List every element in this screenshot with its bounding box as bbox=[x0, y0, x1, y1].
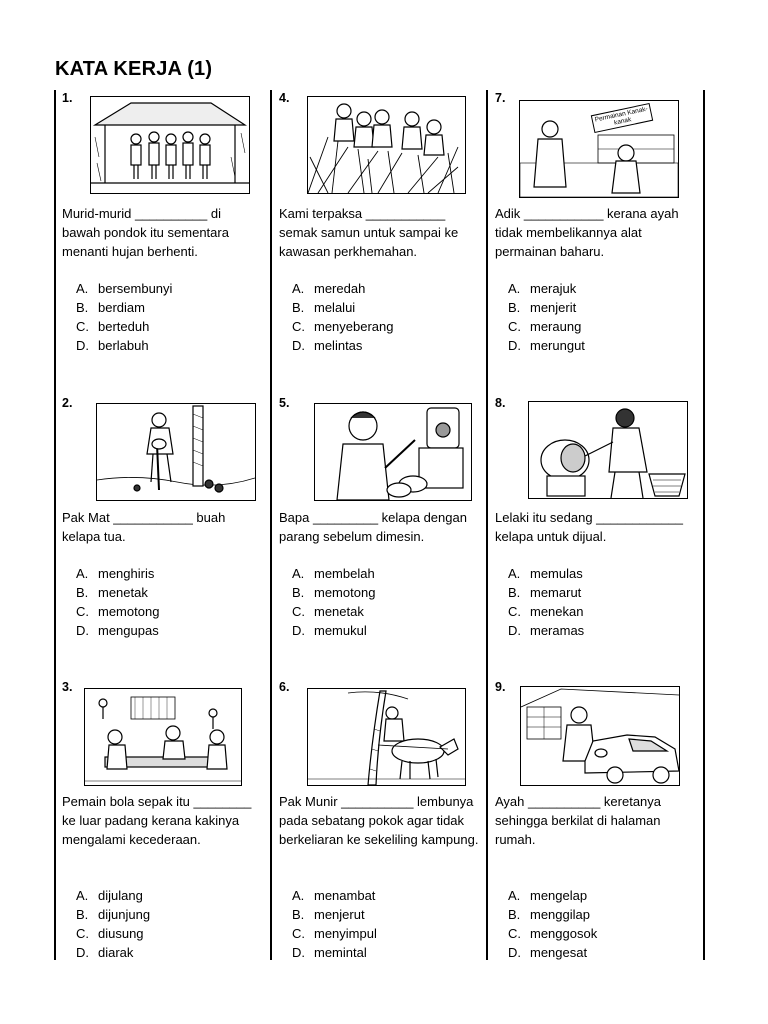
options-list bbox=[292, 279, 394, 355]
options-list bbox=[292, 886, 377, 962]
column-divider bbox=[486, 90, 488, 960]
option-d[interactable]: D. berlabuh bbox=[76, 338, 149, 353]
options-list bbox=[508, 886, 597, 962]
option-b[interactable]: B. memarut bbox=[508, 585, 582, 600]
option-c[interactable]: C. memotong bbox=[76, 604, 160, 619]
question-number: 6. bbox=[279, 680, 290, 694]
option-c[interactable]: C. menekan bbox=[508, 604, 584, 619]
question-stem: Adik ___________ kerana ayah tidak membelikannya alat permainan baharu. bbox=[495, 206, 679, 259]
option-c[interactable]: C. meraung bbox=[508, 319, 582, 334]
option-d[interactable]: D. memintal bbox=[292, 945, 367, 960]
option-d[interactable]: D. melintas bbox=[292, 338, 363, 353]
column-divider bbox=[703, 90, 705, 960]
sulking-child-toy-shop-picture bbox=[519, 100, 679, 198]
question-stem: Bapa _________ kelapa dengan parang sebelum dimesin. bbox=[279, 510, 467, 544]
question-stem: Kami terpaksa ___________ semak samun untuk sampai ke kawasan perkhemahan. bbox=[279, 206, 459, 259]
option-d[interactable]: D. mengesat bbox=[508, 945, 588, 960]
father-polishing-car-picture bbox=[520, 686, 680, 786]
question-stem: Pemain bola sepak itu ________ ke luar padang kerana kakinya mengalami kecederaan. bbox=[62, 794, 252, 847]
option-a[interactable]: A. memulas bbox=[508, 566, 583, 581]
question-number: 3. bbox=[62, 680, 73, 694]
option-b[interactable]: B. memotong bbox=[292, 585, 376, 600]
option-d[interactable]: D. mengupas bbox=[76, 623, 159, 638]
option-b[interactable]: B. menjerit bbox=[508, 300, 577, 315]
question-stem: Murid-murid __________ di bawah pondok itu sementara menanti hujan berhenti. bbox=[62, 206, 229, 259]
question-number: 7. bbox=[495, 91, 506, 105]
question-number: 8. bbox=[495, 396, 506, 410]
options-list bbox=[76, 564, 159, 640]
question-stem: Lelaki itu sedang ____________ kelapa untuk dijual. bbox=[495, 510, 683, 544]
options-list bbox=[508, 564, 584, 640]
question-stem: Pak Mat ___________ buah kelapa tua. bbox=[62, 510, 226, 544]
option-c[interactable]: C. menetak bbox=[292, 604, 364, 619]
question-stem: Pak Munir __________ lembunya pada sebatang pokok agar tidak berkeliaran ke sekeliling kampung. bbox=[279, 794, 479, 847]
option-a[interactable]: A. menghiris bbox=[76, 566, 155, 581]
option-a[interactable]: A. meredah bbox=[292, 281, 366, 296]
option-c[interactable]: C. berteduh bbox=[76, 319, 150, 334]
option-d[interactable]: D. memukul bbox=[292, 623, 367, 638]
children-through-bushes-picture bbox=[307, 96, 466, 194]
option-c[interactable]: C. diusung bbox=[76, 926, 144, 941]
option-b[interactable]: B. menggilap bbox=[508, 907, 590, 922]
option-c[interactable]: C. menyeberang bbox=[292, 319, 394, 334]
options-list bbox=[76, 279, 172, 355]
options-list bbox=[76, 886, 150, 962]
option-b[interactable]: B. menjerut bbox=[292, 907, 365, 922]
option-b[interactable]: B. dijunjung bbox=[76, 907, 151, 922]
option-d[interactable]: D. diarak bbox=[76, 945, 134, 960]
question-number: 9. bbox=[495, 680, 506, 694]
man-husking-coconut-picture bbox=[96, 403, 256, 501]
option-b[interactable]: B. berdiam bbox=[76, 300, 145, 315]
option-a[interactable]: A. dijulang bbox=[76, 888, 143, 903]
option-a[interactable]: A. bersembunyi bbox=[76, 281, 173, 296]
options-list bbox=[292, 564, 375, 640]
option-c[interactable]: C. menyimpul bbox=[292, 926, 377, 941]
option-a[interactable]: A. mengelap bbox=[508, 888, 588, 903]
question-number: 1. bbox=[62, 91, 73, 105]
option-d[interactable]: D. merungut bbox=[508, 338, 585, 353]
question-stem: Ayah __________ keretanya sehingga berkilat di halaman rumah. bbox=[495, 794, 662, 847]
option-a[interactable]: A. merajuk bbox=[508, 281, 577, 296]
option-a[interactable]: A. menambat bbox=[292, 888, 376, 903]
column-divider bbox=[270, 90, 272, 960]
father-splitting-coconut-picture bbox=[314, 403, 472, 501]
man-tying-cow-picture bbox=[307, 688, 466, 786]
question-number: 5. bbox=[279, 396, 290, 410]
question-number: 2. bbox=[62, 396, 73, 410]
page-title: KATA KERJA (1) bbox=[55, 58, 213, 80]
students-sheltering-under-hut-picture bbox=[90, 96, 250, 194]
option-c[interactable]: C. menggosok bbox=[508, 926, 598, 941]
option-a[interactable]: A. membelah bbox=[292, 566, 375, 581]
toy-shop-sign: Permainan Kanak-kanak bbox=[591, 103, 653, 133]
column-divider bbox=[54, 90, 56, 960]
option-d[interactable]: D. meramas bbox=[508, 623, 585, 638]
options-list bbox=[508, 279, 585, 355]
option-b[interactable]: B. melalui bbox=[292, 300, 356, 315]
option-b[interactable]: B. menetak bbox=[76, 585, 148, 600]
injured-player-carried-picture bbox=[84, 688, 242, 786]
question-number: 4. bbox=[279, 91, 290, 105]
man-grating-coconut-picture bbox=[528, 401, 688, 499]
